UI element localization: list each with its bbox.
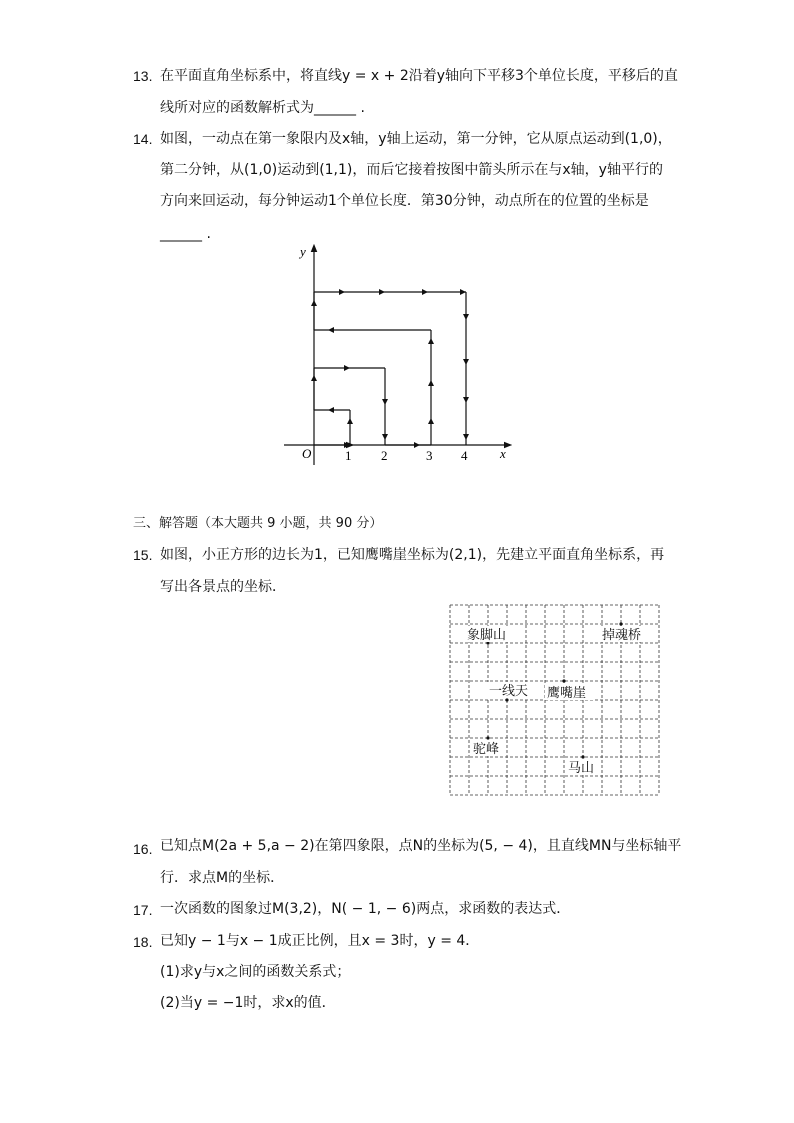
spiral-path-figure <box>280 240 520 470</box>
tick-label-2: 2 <box>381 448 388 463</box>
question-number-14: 14. <box>133 131 153 147</box>
question-15-line-2: 写出各景点的坐标． <box>160 579 286 595</box>
question-18-line-1: 已知y − 1与x − 1成正比例，且x = 3时，y = 4． <box>160 933 480 949</box>
question-16-line-1: 已知点M(2a + 5,a − 2)在第四象限，点N的坐标为(5, − 4)，且直线MN与坐标轴平 <box>160 838 682 854</box>
motion-path <box>314 292 466 445</box>
question-number-17: 17. <box>133 902 153 918</box>
question-17-line-1: 一次函数的图象过M(3,2)，N( − 1, − 6)两点，求函数的表达式． <box>160 901 571 917</box>
question-14-line-3: 方向来回运动，每分钟运动1个单位长度．第30分钟，动点所在的位置的坐标是 <box>160 193 649 209</box>
question-number-13: 13. <box>133 68 153 84</box>
scenic-grid-map <box>449 604 661 798</box>
place-label-yixiantian: 一线天 <box>489 684 529 699</box>
question-number-15: 15. <box>133 547 153 563</box>
question-18-part-1: (1)求y与x之间的函数关系式； <box>160 964 351 980</box>
tick-label-4: 4 <box>461 448 468 463</box>
tick-label-3: 3 <box>426 448 433 463</box>
place-label-xiangjiaoshan: 象脚山 <box>467 628 507 643</box>
place-label-mashan: 马山 <box>568 761 595 776</box>
question-14-line-4: ______ . <box>160 226 211 242</box>
place-label-diaohunqiao: 掉魂桥 <box>602 628 642 643</box>
question-18-part-2: (2)当y = −1时，求x的值． <box>160 995 336 1011</box>
question-16-line-2: 行．求点M的坐标． <box>160 870 285 886</box>
section-heading: 三、解答题（本大题共 9 小题，共 90 分） <box>133 516 383 531</box>
question-number-16: 16. <box>133 841 153 857</box>
question-13-line-1: 在平面直角坐标系中，将直线y = x + 2沿着y轴向下平移3个单位长度，平移后的直 <box>160 68 678 84</box>
question-15-line-1: 如图，小正方形的边长为1，已知鹰嘴崖坐标为(2,1)，先建立平面直角坐标系，再 <box>160 547 665 563</box>
question-number-18: 18. <box>133 934 153 950</box>
x-axis-label: x <box>500 446 506 461</box>
question-14-line-2: 第二分钟，从(1,0)运动到(1,1)，而后它接着按图中箭头所示在与x轴，y轴平行的 <box>160 162 663 178</box>
place-label-yingzuiya: 鹰嘴崖 <box>547 686 587 701</box>
tick-label-1: 1 <box>345 448 352 463</box>
question-14-line-1: 如图，一动点在第一象限内及x轴，y轴上运动，第一分钟，它从原点运动到(1,0)， <box>160 131 672 147</box>
origin-label: O <box>302 446 312 461</box>
question-13-line-2: 线所对应的函数解析式为______ . <box>160 100 365 116</box>
y-axis-label: y <box>300 244 306 259</box>
place-label-tuofeng: 驼峰 <box>473 742 500 757</box>
